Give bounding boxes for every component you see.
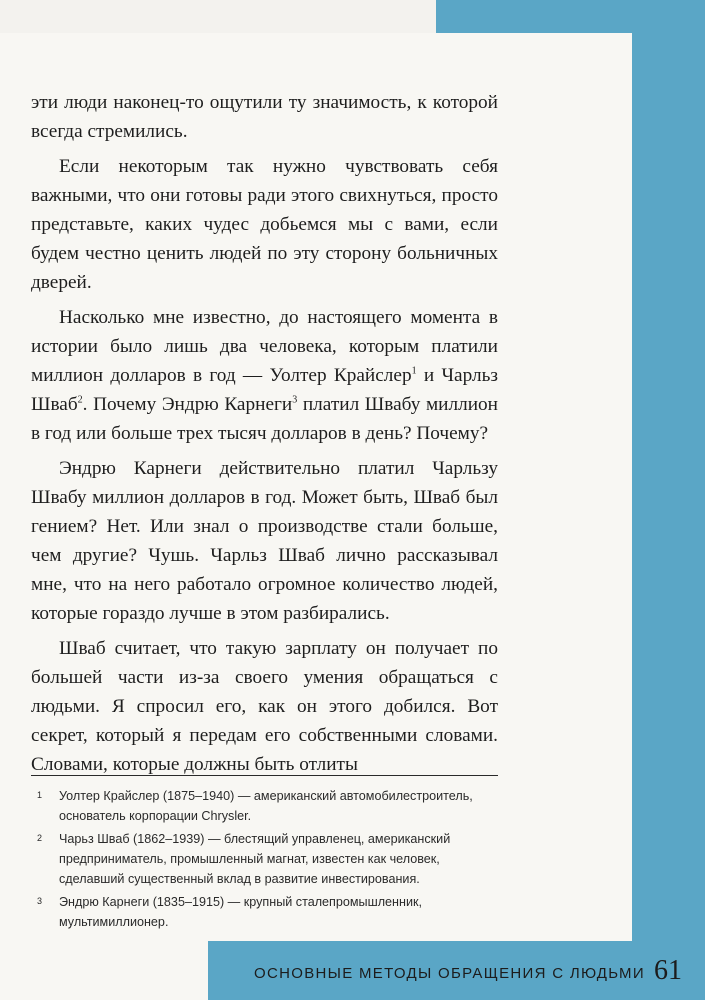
footnote-2 <box>31 829 498 889</box>
paragraph-3-part-a: Насколько мне известно, до настоящего момента в истории было лишь два человека, которым платили миллион долларов в год — Уолтер Крайслер <box>31 307 498 386</box>
footnote-text: Чарьз Шваб (1862–1939) — блестящий управленец, американский предприниматель, промышленный магнат, известен как человек, сделавший существенный вклад в развитие инвестирования. <box>59 832 451 886</box>
footnote-text: Уолтер Крайслер (1875–1940) — американский автомобилестроитель, основатель корпорации Chrysler. <box>59 789 473 823</box>
paragraph-5: Шваб считает, что такую зарплату он получает по большей части из-за своего умения обращаться с людьми. Я спросил его, как он этого добился. Вот секрет, который я передам его собственными словами. Словами, которые должны быть отлиты <box>31 638 498 775</box>
paragraph-1: эти люди наконец-то ощутили ту значимость, к которой всегда стремились. <box>31 92 498 142</box>
footnotes <box>31 786 498 935</box>
footnote-ref-1: 1 <box>411 365 417 377</box>
paragraph-2: Если некоторым так нужно чувствовать себя важными, что они готовы ради этого свихнуться, просто представьте, каких чудес добьемся мы с вами, если будем честно ценить людей по эту сторону больничных дверей. <box>31 156 498 293</box>
footnote-divider <box>31 775 498 776</box>
paragraph-4: Эндрю Карнеги действительно платил Чарльзу Швабу миллион долларов в год. Может быть, Шваб был гением? Нет. Или знал о производстве стали больше, чем другие? Чушь. Чарльз Шваб лично рассказывал мне, что на него работало огромное количество людей, которые гораздо лучше в этом разбирались. <box>31 458 498 624</box>
footnote-ref-3: 3 <box>292 394 298 406</box>
body-text <box>31 88 498 785</box>
footnote-text: Эндрю Карнеги (1835–1915) — крупный сталепромышленник, мультимиллионер. <box>59 895 423 929</box>
footnote-ref-2: 2 <box>77 394 83 406</box>
running-head: ОСНОВНЫЕ МЕТОДЫ ОБРАЩЕНИЯ С ЛЮДЬМИ <box>254 965 645 982</box>
paragraph-3-part-b: и Чарльз Шваб <box>31 365 499 415</box>
footnote-number: 1 <box>37 790 43 800</box>
paragraph-3-part-c: . Почему Эндрю Карнеги <box>82 394 293 415</box>
footnote-number: 2 <box>37 833 43 843</box>
footnote-3 <box>31 892 498 932</box>
paragraph-3-part-d: платил Швабу миллион в год или больше трех тысяч долларов в день? Почему? <box>31 394 498 444</box>
footnote-1 <box>31 786 498 826</box>
footnote-number: 3 <box>37 896 43 906</box>
page-number: 61 <box>654 955 682 986</box>
accent-bar-right <box>632 0 705 1000</box>
paragraph-3 <box>31 303 498 448</box>
